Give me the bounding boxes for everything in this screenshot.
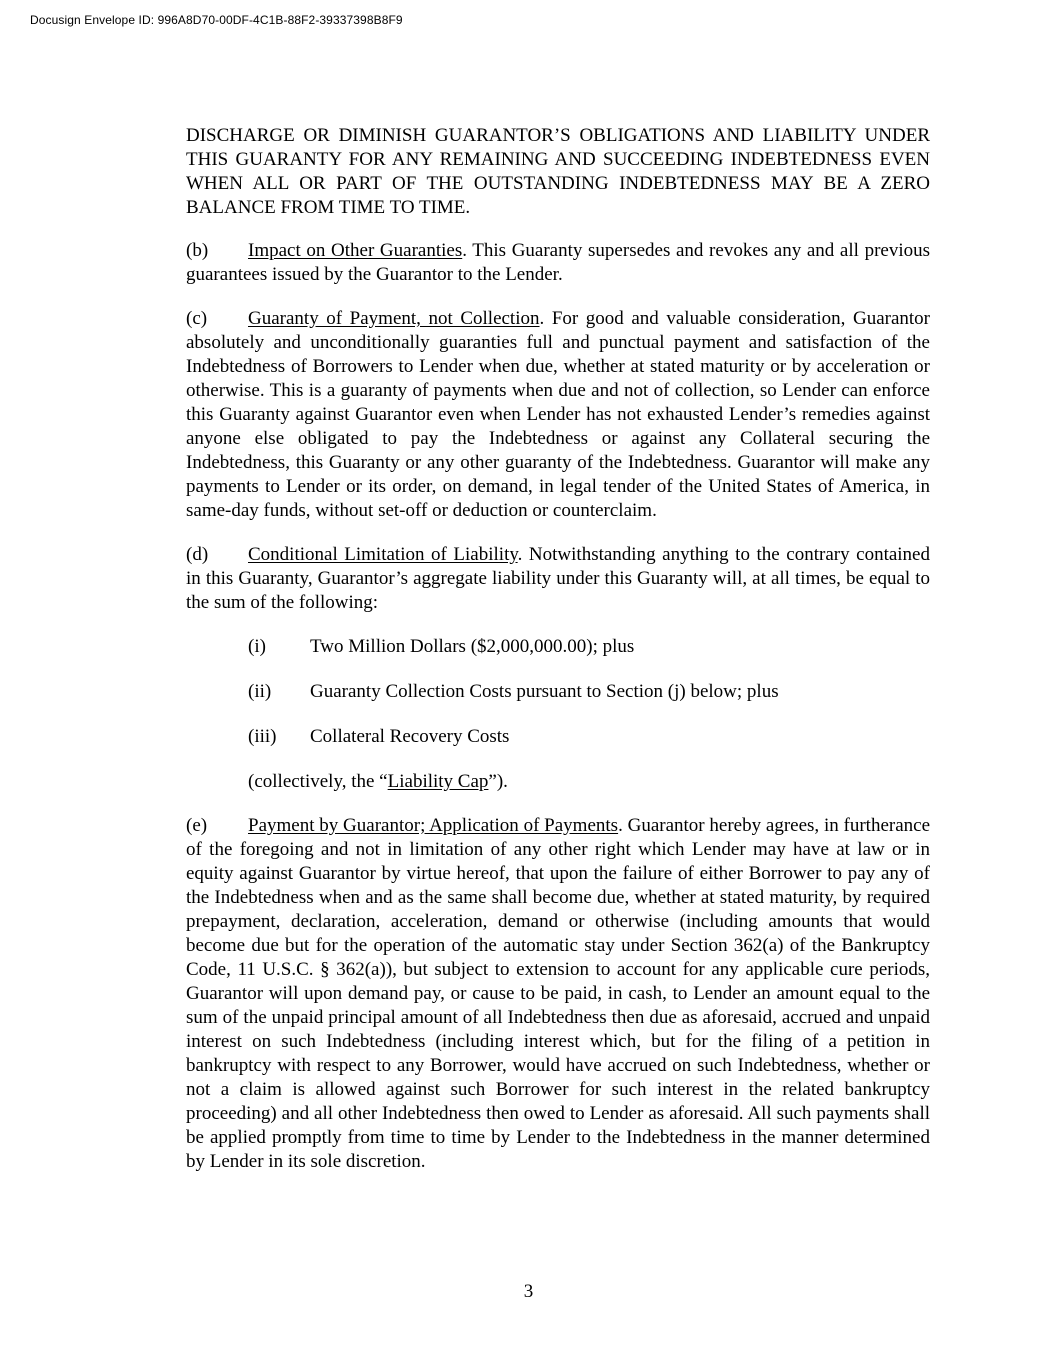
list-item	[248, 725, 930, 749]
envelope-id: Docusign Envelope ID: 996A8D70-00DF-4C1B-88F2-39337398B8F9	[30, 13, 403, 27]
list-item-text: Guaranty Collection Costs pursuant to Section (j) below; plus	[310, 681, 779, 702]
list-item-label: (iii)	[248, 726, 277, 747]
list-item	[248, 680, 930, 704]
list-item	[248, 635, 930, 659]
section-d	[186, 543, 930, 615]
list-item-text: Collateral Recovery Costs	[310, 726, 510, 747]
section-c-label: (c)	[186, 308, 208, 329]
section-e-body: . Guarantor hereby agrees, in furtherance of the foregoing and not in limitation of any other right which Lender may have at law or in equity against Guarantor by virtue hereof, that upon the failure of either Borrower to pay any of the Indebtedness when and as the same shall become due, whether at stated maturity, by required prepayment, declaration, acceleration, demand or otherwise (including amounts that would become due but for the operation of the automatic stay under Section 362(a) of the Bankruptcy Code, 11 U.S.C. § 362(a)), but subject to extension to account for any applicable cure periods, Guarantor will upon demand pay, or cause to be paid, in cash, to Lender an amount equal to the sum of the unpaid principal amount of all Indebtedness then due as aforesaid, accrued and unpaid interest on such Indebtedness (including interest which, but for the filing of a petition in bankruptcy with respect to any Borrower, would have accrued on such Indebtedness, whether or not a claim is allowed against such Borrower for such interest in the related bankruptcy proceeding) and all other Indebtedness then owed to Lender as aforesaid. All such payments shall be applied promptly from time to time by Lender to the Indebtedness in the manner determined by Lender in its sole discretion.	[186, 815, 930, 1172]
section-e	[186, 814, 930, 1174]
list-item-label: (i)	[248, 636, 266, 657]
section-b	[186, 239, 930, 287]
page-number: 3	[523, 1281, 534, 1302]
section-c-body: . For good and valuable consideration, Guarantor absolutely and unconditionally guaranties full and punctual payment and satisfaction of the Indebtedness of Borrowers to Lender when due, whether at stated maturity or by acceleration or otherwise. This is a guaranty of payments when due and not of collection, so Lender can enforce this Guaranty against Guarantor even when Lender has not exhausted Lender’s remedies against anyone else obligated to pay the Indebtedness or against any Collateral securing the Indebtedness, this Guaranty or any other guaranty of the Indebtedness. Guarantor will make any payments to Lender or its order, on demand, in legal tender of the United States of America, in same-day funds, without set-off or deduction or counterclaim.	[186, 308, 931, 521]
section-b-label: (b)	[186, 240, 209, 261]
section-d-label: (d)	[186, 544, 209, 565]
liability-cap-suffix: ”).	[488, 771, 508, 792]
liability-cap-term: Liability Cap	[387, 771, 489, 792]
section-d-title: Conditional Limitation of Liability	[248, 544, 518, 565]
list-item-label: (ii)	[248, 681, 272, 702]
document-body	[186, 124, 930, 1194]
section-c-title: Guaranty of Payment, not Collection	[248, 308, 540, 329]
section-e-label: (e)	[186, 815, 208, 836]
section-c	[186, 307, 930, 523]
section-b-title: Impact on Other Guaranties	[248, 240, 463, 261]
section-d-body: . Notwithstanding anything to the contrary contained in this Guaranty, Guarantor’s aggregate liability under this Guaranty will, at all times, be equal to the sum of the following:	[186, 544, 930, 613]
section-e-title: Payment by Guarantor; Application of Payments	[248, 815, 619, 836]
list-item-text: Two Million Dollars ($2,000,000.00); plus	[310, 636, 635, 657]
section-b-body: . This Guaranty supersedes and revokes any and all previous guarantees issued by the Guarantor to the Lender.	[186, 240, 930, 285]
liability-cap-prefix: (collectively, the “	[248, 771, 388, 792]
liability-cap-definition	[248, 770, 930, 794]
continuation-paragraph: DISCHARGE OR DIMINISH GUARANTOR’S OBLIGATIONS AND LIABILITY UNDER THIS GUARANTY FOR ANY REMAINING AND SUCCEEDING INDEBTEDNESS EVEN WHEN ALL OR PART OF THE OUTSTANDING INDEBTEDNESS MAY BE A ZERO BALANCE FROM TIME TO TIME.	[186, 125, 930, 218]
